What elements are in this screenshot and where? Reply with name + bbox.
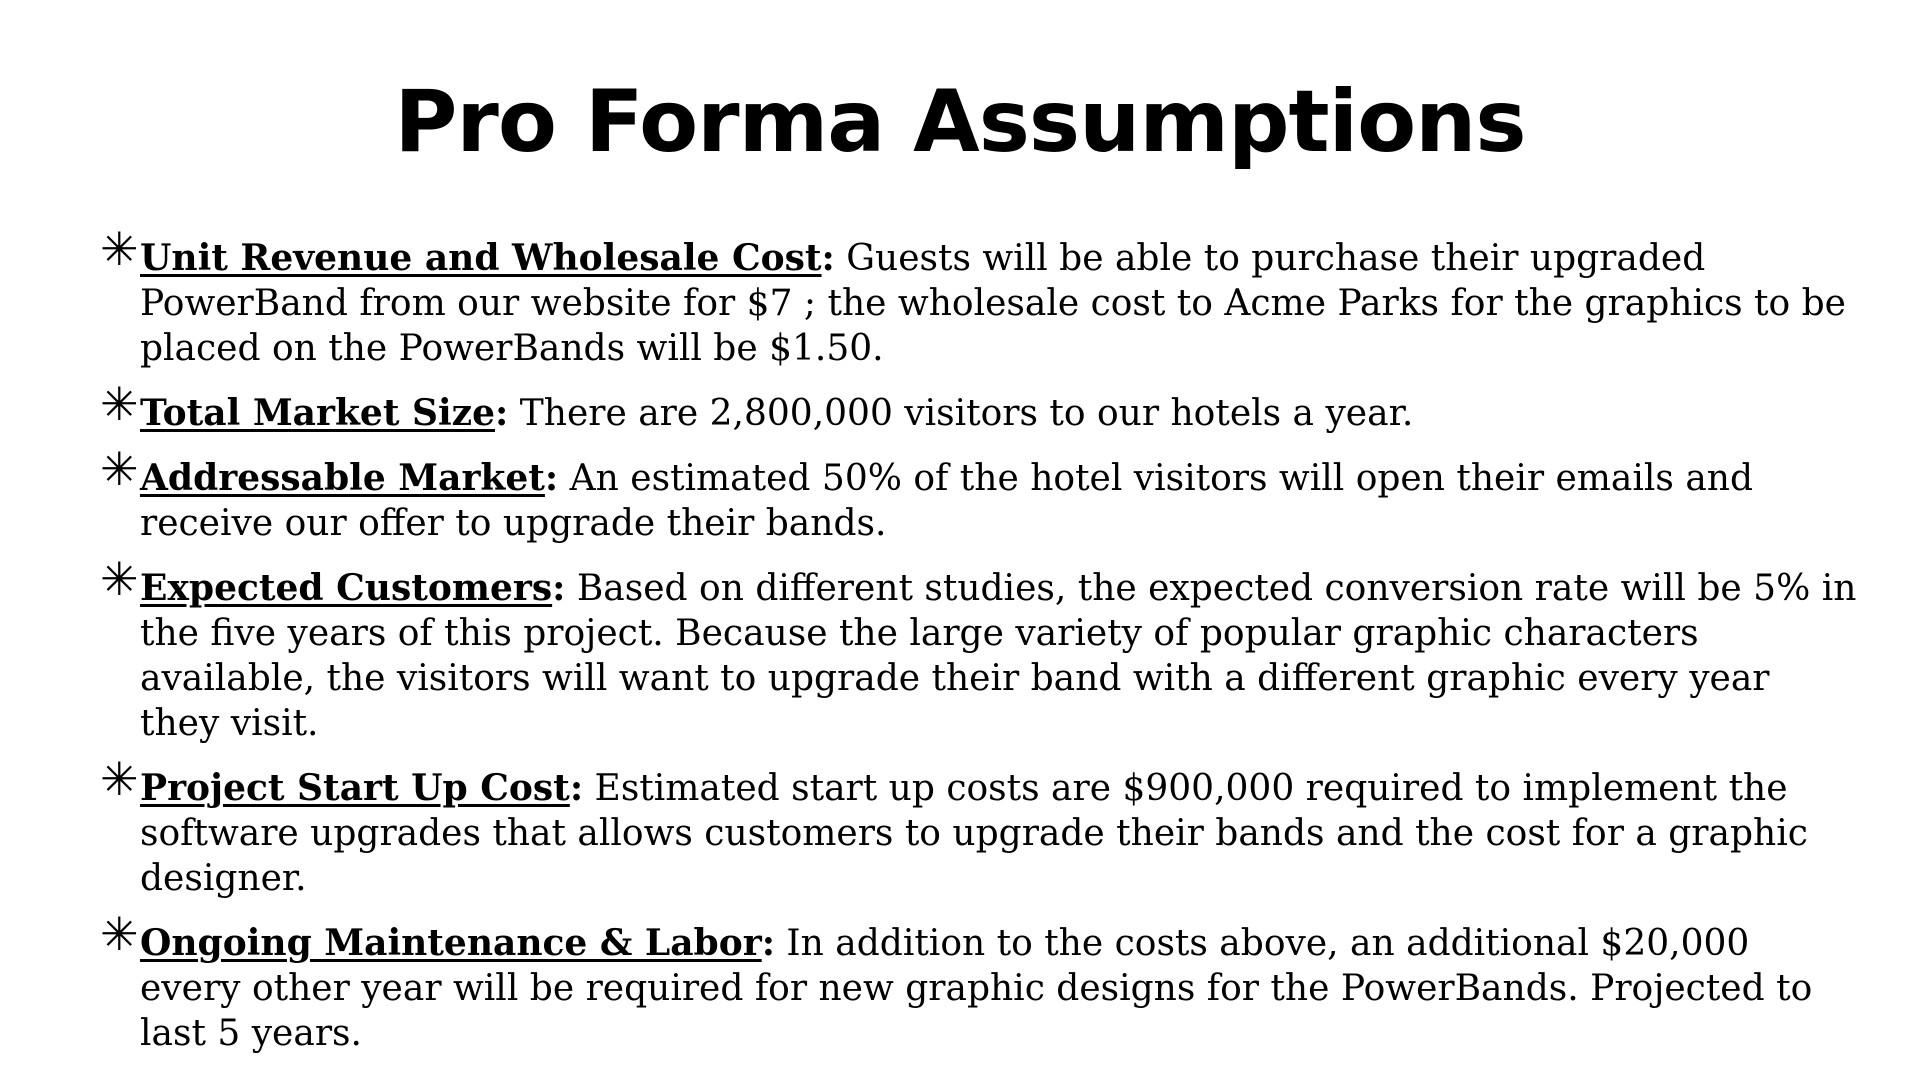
- star-burst-icon: ✳: [100, 377, 139, 431]
- assumption-list: [100, 222, 1860, 1076]
- star-burst-icon: ✳: [100, 222, 139, 276]
- assumption-heading: Project Start Up Cost: [140, 767, 570, 809]
- assumption-heading: Expected Customers: [140, 567, 553, 609]
- assumption-text: In addition to the costs above, an additional $20,000 every other year will be required for new graphic designs for the PowerBands. Projected to last 5 years.: [140, 923, 1813, 1054]
- assumption-text: Guests will be able to purchase their upgraded PowerBand from our website for $7 ; the wholesale cost to Acme Parks for the graphics to be placed on the PowerBands will be $1.50.: [140, 238, 1846, 369]
- assumption-heading: Unit Revenue and Wholesale Cost: [140, 237, 822, 279]
- slide-title: Pro Forma Assumptions: [394, 72, 1526, 172]
- assumption-text: Estimated start up costs are $900,000 required to implement the software upgrades that allows customers to upgrade their bands and the cost for a graphic designer.: [140, 768, 1808, 899]
- assumption-unit-revenue: [100, 222, 1860, 371]
- assumption-text: There are 2,800,000 visitors to our hotels a year.: [508, 393, 1414, 434]
- assumption-separator: :: [544, 457, 559, 499]
- assumption-heading: Total Market Size: [140, 392, 496, 434]
- assumption-heading: Addressable Market: [140, 457, 545, 499]
- star-burst-icon: ✳: [100, 552, 139, 606]
- assumption-total-market-size: [100, 377, 1860, 436]
- assumption-separator: :: [552, 567, 566, 609]
- assumption-separator: :: [821, 237, 835, 279]
- assumption-separator: :: [761, 922, 775, 964]
- star-burst-icon: ✳: [100, 907, 139, 961]
- assumption-heading: Ongoing Maintenance & Labor: [140, 922, 762, 964]
- star-burst-icon: ✳: [100, 442, 139, 496]
- assumption-separator: :: [495, 392, 509, 434]
- assumption-text: An estimated 50% of the hotel visitors will open their emails and receive our offer to upgrade their bands.: [140, 458, 1754, 544]
- assumption-expected-customers: [100, 552, 1860, 746]
- assumption-text: Based on different studies, the expected conversion rate will be 5% in the five years of this project. Because the large variety of popular graphic characters available, the visitors will want to upgrade their band with a different graphic every year they visit.: [140, 568, 1857, 744]
- assumption-addressable-market: [100, 442, 1860, 546]
- assumption-separator: :: [569, 767, 584, 809]
- star-burst-icon: ✳: [100, 752, 139, 806]
- assumption-maintenance-labor: [100, 907, 1860, 1056]
- assumption-start-up-cost: [100, 752, 1860, 901]
